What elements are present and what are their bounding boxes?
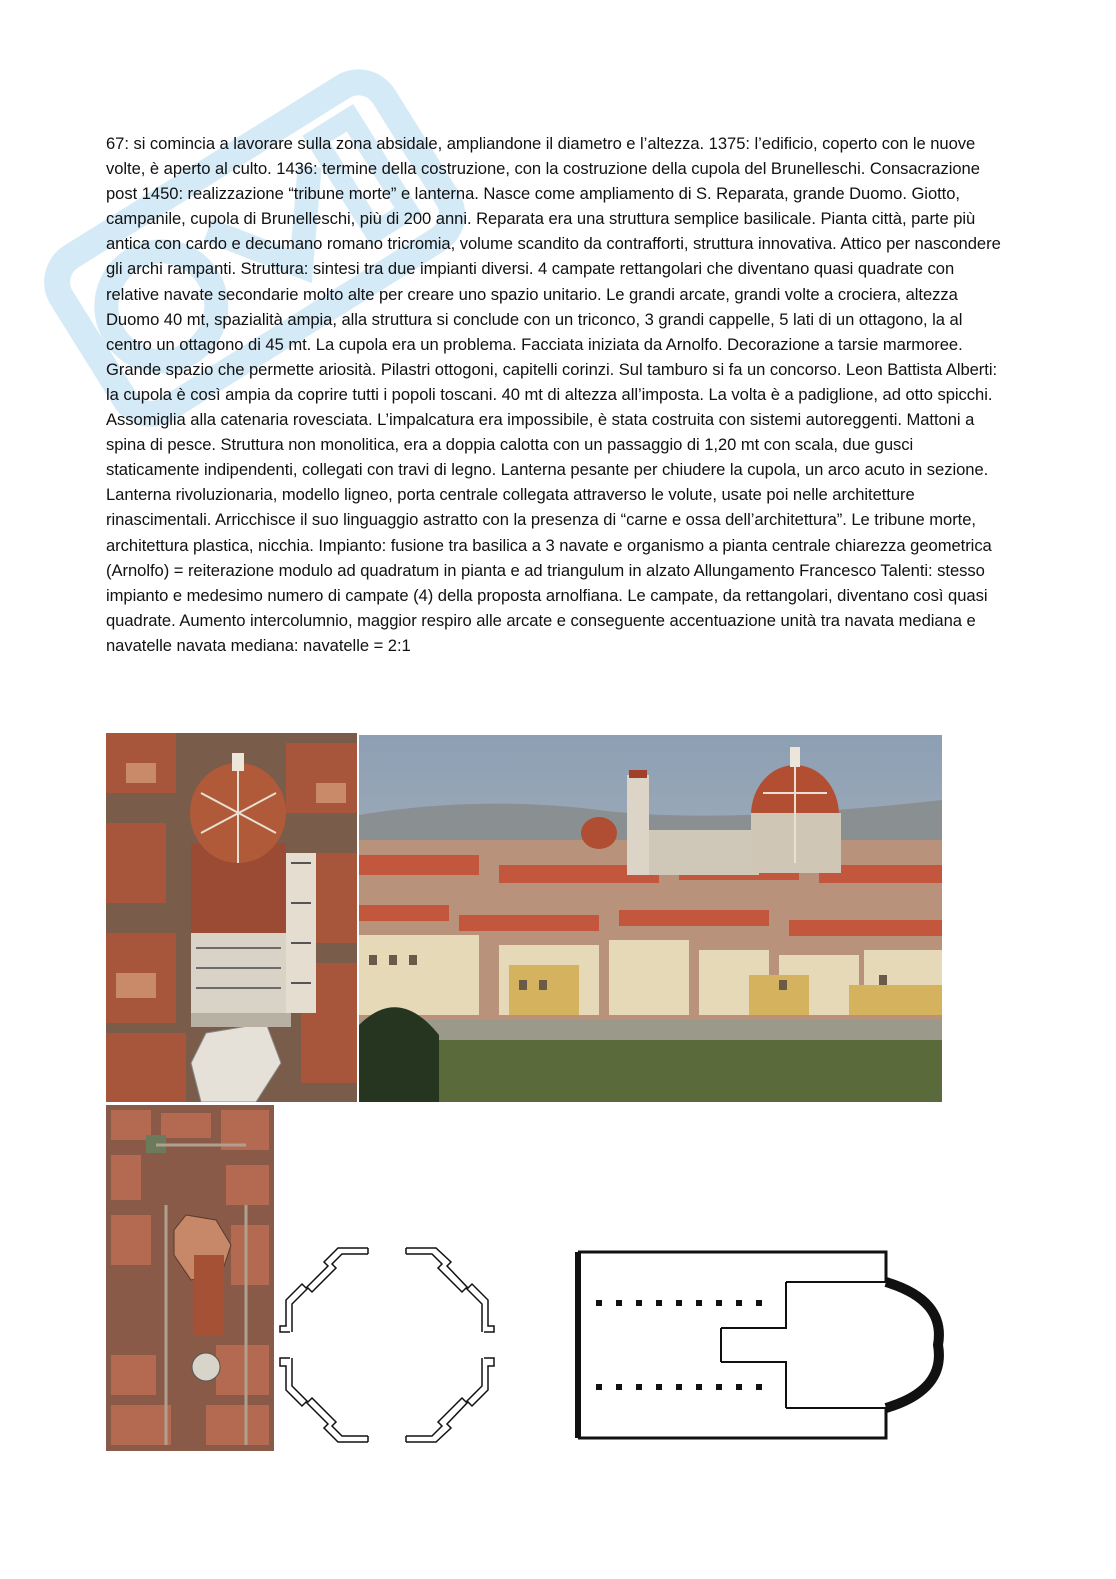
octagon-plan-drawing	[276, 1240, 506, 1450]
basilica-plan-drawing	[506, 1240, 944, 1450]
aerial-duomo-photo	[106, 733, 357, 1102]
florence-panorama-photo	[359, 735, 942, 1102]
body-paragraph: 67: si comincia a lavorare sulla zona absidale, ampliandone il diametro e l’altezza. 1375: l’edificio, coperto con le nuove volte, è aperto al culto. 1436: termine della costruzione, con la costruzione della cupola del Brunelleschi. Consacrazione post 1450: realizzazione “tribune morte” e lanterna. Nasce come ampliamento di S. Reparata, grande Duomo. Giotto, campanile, cupola di Brunelleschi, più di 200 anni. Reparata era una struttura semplice basilicale. Pianta città, parte più antica con cardo e decumano romano tricromia, volume scandito da contrafforti, struttura innovativa. Attico per nascondere gli archi rampanti. Struttura: sintesi tra due impianti diversi. 4 campate rettangolari che diventano quasi quadrate con relative navate secondarie molto alte per creare uno spazio unitario. Le grandi arcate, grandi volte a crociera, altezza Duomo 40 mt, spazialità ampia, alla struttura si conclude con un triconco, 3 grandi cappelle, 5 lati di un ottagono, la al centro un ottagono di 45 mt. La cupola era un problema. Facciata iniziata da Arnolfo. Decorazione a tarsie marmoree. Grande spazio che permette ariosità. Pilastri ottogoni, capitelli corinzi. Sul tamburo si fa un concorso. Leon Battista Alberti: la cupola è così ampia da coprire tutti i popoli toscani. 40 mt di altezza all’imposta. La volta è a padiglione, ad otto spicchi. Assomiglia alla catenaria rovesciata. L’impalcatura era impossibile, è stata costruita con sistemi autoreggenti. Mattoni a spina di pesce. Struttura non monolitica, era a doppia calotta con un passaggio di 1,20 mt con scala, due gusci staticamente indipendenti, collegati con travi di legno. Lanterna pesante per chiudere la cupola, un arco acuto in sezione. Lanterna rivoluzionaria, modello ligneo, porta centrale collegata attraverso le volute, usate poi nelle architetture rinascimentali. Arricchisce il suo linguaggio astratto con la presenza di “carne e ossa dell’architettura”. Le tribune morte, architettura plastica, nicchia. Impianto: fusione tra basilica a 3 navate e organismo a pianta centrale chiarezza geometrica (Arnolfo) = reiterazione modulo ad quadratum in pianta e ad triangulum in alzato Allungamento Francesco Talenti: stesso impianto e medesimo numero di campate (4) della proposta arnolfiana. Le campate, da rettangolari, diventano così quasi quadrate. Aumento intercolumnio, maggior respiro alle arcate e conseguente accentuazione unità tra navata mediana e navatelle navata mediana: navatelle = 2:1	[106, 134, 1001, 655]
aerial-city-photo	[106, 1105, 274, 1451]
